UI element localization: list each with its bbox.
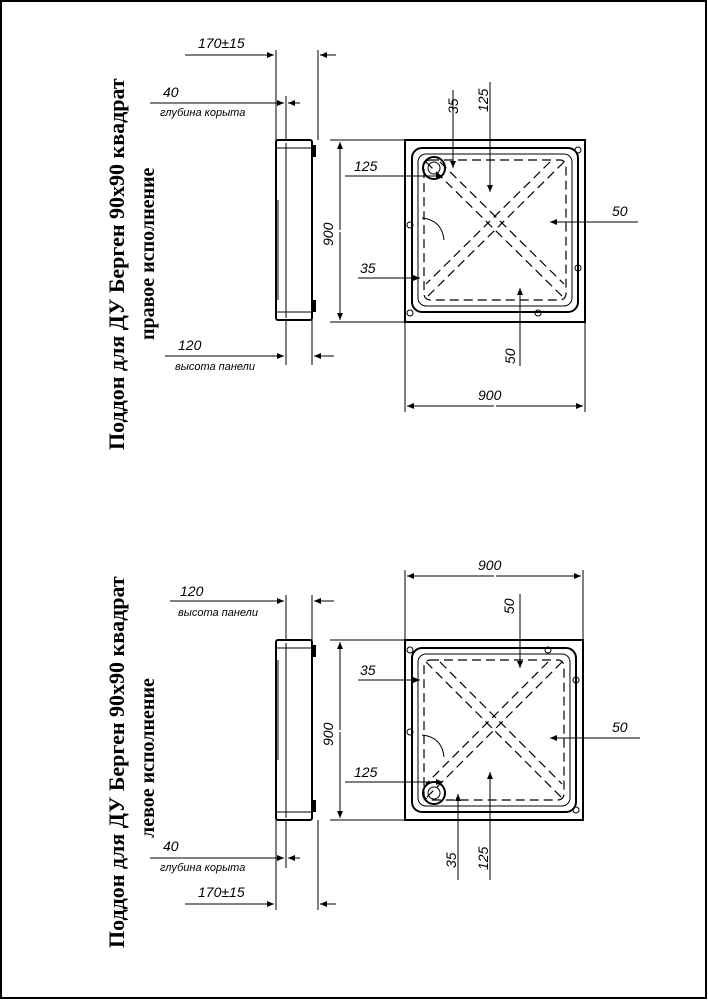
dim-panel-height-left: 120: [180, 583, 204, 599]
dim-top-35-right: 35: [445, 98, 461, 114]
title-left: Поддон для ДУ Берген 90х90 квадрат: [104, 576, 129, 948]
dim-offset-35-left: 35: [360, 662, 376, 678]
subtitle-left: левое исполнение: [137, 678, 159, 838]
dim-width-bottom-right: 900: [478, 387, 502, 403]
dim-basin-depth-left: 40: [163, 838, 179, 854]
dim-panel-height-right: 120: [178, 337, 202, 353]
dim-bottom-35-left: 35: [443, 852, 459, 868]
note-panel-height-left: высота панели: [178, 607, 258, 619]
dim-bottom-125-left: 125: [475, 846, 491, 870]
dim-offset-125-left: 125: [354, 764, 378, 780]
dim-top-50-left: 50: [501, 598, 517, 614]
dim-width-top-left: 900: [478, 557, 502, 573]
dim-offset-125-right: 125: [354, 158, 378, 174]
dim-depth-total-left: 170±15: [198, 884, 245, 900]
side-view-right: [276, 140, 316, 320]
side-view-left: [276, 640, 316, 820]
title-right: Поддон для ДУ Берген 90х90 квадрат: [104, 78, 129, 450]
dim-top-125-right: 125: [475, 88, 491, 112]
subtitle-right: правое исполнение: [137, 167, 159, 340]
dim-right-50-left: 50: [612, 719, 628, 735]
dim-offset-35-right: 35: [360, 260, 376, 276]
tray-plan-right: [405, 140, 585, 322]
drawing-left: [104, 557, 640, 948]
dim-bottom-50-right: 50: [502, 348, 518, 364]
dim-height-side-right: 900: [320, 222, 336, 246]
note-basin-depth-left: глубина корыта: [160, 862, 246, 874]
drawing-right: [104, 35, 638, 450]
note-basin-depth-right: глубина корыта: [160, 107, 246, 119]
tray-plan-left: [405, 640, 583, 820]
dim-height-side-left: 900: [320, 722, 336, 746]
note-panel-height-right: высота панели: [175, 361, 255, 373]
dim-basin-depth-right: 40: [163, 84, 179, 100]
dim-right-50-right: 50: [612, 203, 628, 219]
dim-depth-total-right: 170±15: [198, 35, 245, 51]
